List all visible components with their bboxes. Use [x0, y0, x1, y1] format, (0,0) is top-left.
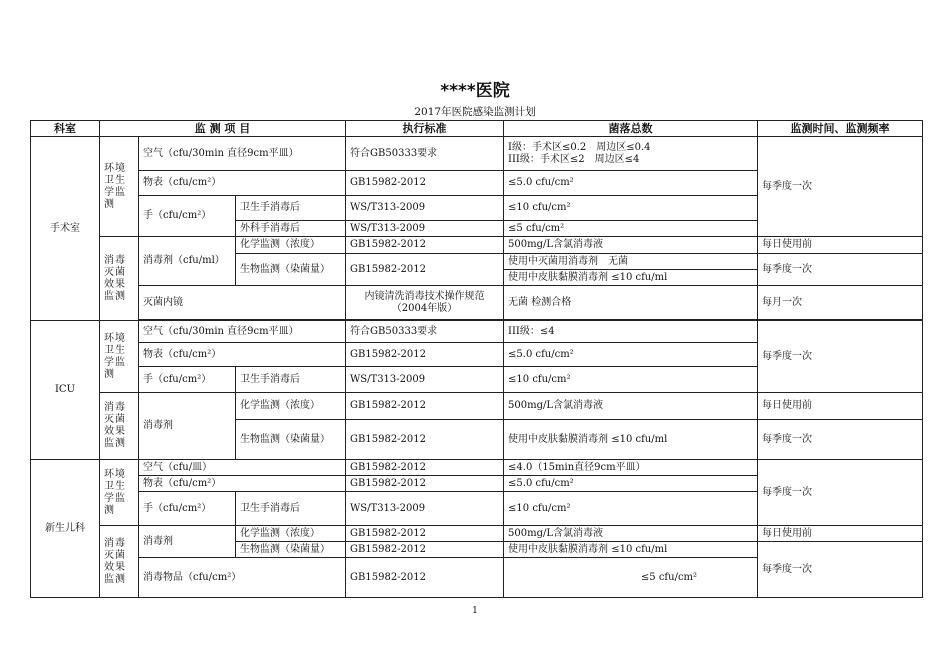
standard-cell: GB15982-2012 [346, 558, 504, 598]
table-row [31, 526, 923, 542]
standard-cell: GB15982-2012 [346, 237, 504, 254]
table-row [31, 137, 923, 171]
colony-cell: ≤4.0（15min直径9cm平皿） [504, 460, 758, 476]
colony-cell: ≤10 cfu/cm² [504, 492, 758, 526]
item-cell: 消毒剂（cfu/ml） [139, 237, 236, 286]
subitem-cell: 卫生手消毒后 [236, 367, 346, 393]
header-colony: 菌落总数 [504, 121, 758, 137]
frequency-cell: 每季度一次 [758, 137, 923, 237]
frequency-cell: 每季度一次 [758, 420, 923, 460]
item-cell: 消毒剂 [139, 393, 236, 460]
item-cell: 空气（cfu/30min 直径9cm平皿） [139, 137, 346, 171]
dept-cell: 手术室 [31, 137, 100, 321]
item-cell: 物表（cfu/cm²） [139, 171, 346, 196]
item-cell: 消毒物品（cfu/cm²） [139, 558, 346, 598]
standard-cell: GB15982-2012 [346, 460, 504, 476]
frequency-cell: 每季度一次 [758, 321, 923, 393]
header-frequency: 监测时间、监测频率 [758, 121, 923, 137]
table-row [31, 321, 923, 343]
document-title: ****医院 [440, 81, 510, 101]
colony-cell: ≤5 cfu/cm² [504, 221, 758, 237]
category-cell: 环境卫生学监测 [100, 137, 139, 237]
table-header-row [31, 121, 923, 137]
page-number: 1 [472, 606, 478, 616]
subitem-cell: 生物监测（染菌量） [236, 420, 346, 460]
standard-cell: GB15982-2012 [346, 526, 504, 542]
colony-cell: ≤5 cfu/cm² [504, 558, 758, 598]
colony-cell: 500mg/L含氯消毒液 [504, 237, 758, 254]
standard-cell: GB15982-2012 [346, 476, 504, 492]
header-standard: 执行标准 [346, 121, 504, 137]
item-cell: 手（cfu/cm²） [139, 367, 236, 393]
standard-cell: 内镜清洗消毒技术操作规范（2004年版） [346, 286, 504, 320]
standard-cell: WS/T313-2009 [346, 196, 504, 221]
standard-cell: GB15982-2012 [346, 393, 504, 420]
header-dept: 科室 [31, 121, 100, 137]
subitem-cell: 化学监测（浓度） [236, 526, 346, 542]
frequency-cell: 每日使用前 [758, 526, 923, 542]
dept-cell: 新生儿科 [31, 460, 100, 598]
colony-cell: ≤10 cfu/cm² [504, 367, 758, 393]
standard-cell: WS/T313-2009 [346, 221, 504, 237]
category-cell: 消毒灭菌效果监测 [100, 526, 139, 598]
colony-cell: ≤5.0 cfu/cm² [504, 343, 758, 367]
standard-cell: GB15982-2012 [346, 542, 504, 558]
colony-cell: 使用中皮肤黏膜消毒剂 ≤10 cfu/ml [504, 542, 758, 558]
item-cell: 物表（cfu/cm²） [139, 476, 346, 492]
standard-cell: 符合GB50333要求 [346, 137, 504, 171]
standard-cell: 符合GB50333要求 [346, 321, 504, 343]
category-cell: 消毒灭菌效果监测 [100, 393, 139, 460]
category-cell: 环境卫生学监测 [100, 460, 139, 526]
header-item: 监 测 项 目 [100, 121, 346, 137]
standard-cell: WS/T313-2009 [346, 367, 504, 393]
colony-cell: 使用中皮肤黏膜消毒剂 ≤10 cfu/ml [504, 270, 758, 286]
colony-cell: ≤5.0 cfu/cm² [504, 476, 758, 492]
subitem-cell: 生物监测（染菌量） [236, 254, 346, 286]
category-cell: 消毒灭菌效果监测 [100, 237, 139, 321]
standard-cell: GB15982-2012 [346, 420, 504, 460]
colony-cell: III级：≤4 [504, 321, 758, 343]
subitem-cell: 生物监测（染菌量） [236, 542, 346, 558]
frequency-cell: 每季度一次 [758, 542, 923, 598]
frequency-cell: 每日使用前 [758, 393, 923, 420]
dept-cell: ICU [31, 321, 100, 460]
table-row [31, 286, 923, 320]
standard-cell: GB15982-2012 [346, 171, 504, 196]
colony-cell: ≤10 cfu/cm² [504, 196, 758, 221]
subitem-cell: 化学监测（浓度） [236, 237, 346, 254]
monitoring-plan-table [30, 120, 923, 598]
frequency-cell: 每月一次 [758, 286, 923, 320]
item-cell: 灭菌内镜 [139, 286, 346, 320]
item-cell: 手（cfu/cm²） [139, 492, 236, 526]
frequency-cell: 每季度一次 [758, 254, 923, 286]
item-cell: 消毒剂 [139, 526, 236, 558]
table-row [31, 237, 923, 254]
colony-cell: ≤5.0 cfu/cm² [504, 171, 758, 196]
item-cell: 空气（cfu/皿） [139, 460, 346, 476]
frequency-cell: 每日使用前 [758, 237, 923, 254]
standard-cell: GB15982-2012 [346, 343, 504, 367]
colony-cell: 500mg/L含氯消毒液 [504, 393, 758, 420]
subitem-cell: 外科手消毒后 [236, 221, 346, 237]
frequency-cell: 每季度一次 [758, 460, 923, 526]
colony-line: III级：手术区≤2 周边区≤4 [508, 153, 640, 165]
document-subtitle: 2017年医院感染监测计划 [414, 106, 536, 118]
subitem-cell: 化学监测（浓度） [236, 393, 346, 420]
colony-cell: 500mg/L含氯消毒液 [504, 526, 758, 542]
table-row [31, 460, 923, 476]
colony-cell: 使用中灭菌用消毒剂 无菌 [504, 254, 758, 270]
standard-cell: WS/T313-2009 [346, 492, 504, 526]
item-cell: 物表（cfu/cm²） [139, 343, 346, 367]
standard-cell: GB15982-2012 [346, 254, 504, 286]
category-cell: 环境卫生学监测 [100, 321, 139, 393]
colony-cell: 无菌 检测合格 [504, 286, 758, 320]
item-cell: 手（cfu/cm²） [139, 196, 236, 237]
item-cell: 空气（cfu/30min 直径9cm平皿） [139, 321, 346, 343]
colony-cell [504, 137, 758, 171]
table-row [31, 393, 923, 420]
colony-line: I级：手术区≤0.2 周边区≤0.4 [508, 141, 651, 153]
subitem-cell: 卫生手消毒后 [236, 492, 346, 526]
subitem-cell: 卫生手消毒后 [236, 196, 346, 221]
colony-cell: 使用中皮肤黏膜消毒剂 ≤10 cfu/ml [504, 420, 758, 460]
